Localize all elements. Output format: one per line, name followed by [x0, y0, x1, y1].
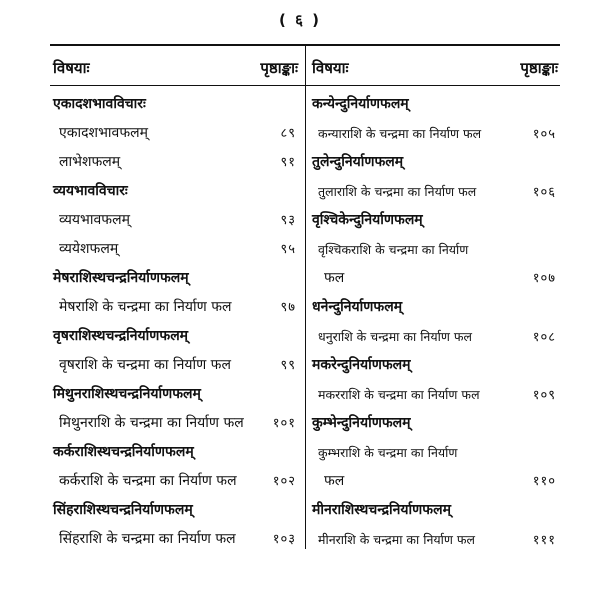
toc-entry — [312, 380, 558, 409]
section-heading — [53, 90, 298, 119]
section-heading — [312, 409, 558, 438]
right-rows — [312, 90, 558, 554]
entry-title: फल — [324, 473, 345, 489]
toc-entry — [312, 264, 558, 293]
entry-title: सिंहराशिस्थचन्द्रनिर्याणफलम् — [53, 502, 193, 518]
entry-page-number: ९९ — [280, 358, 296, 373]
entry-title: वृश्चिकेन्दुनिर्याणफलम् — [312, 212, 423, 228]
right-header — [312, 54, 558, 82]
page-header: पृष्ठाङ्काः — [520, 59, 558, 77]
entry-title: मेषराशिस्थचन्द्रनिर्याणफलम् — [53, 270, 189, 286]
entry-page-number: १०२ — [272, 474, 296, 489]
toc-entry — [53, 206, 298, 235]
toc-entry — [53, 525, 298, 554]
entry-page-number: १०१ — [272, 416, 296, 431]
toc-entry — [53, 409, 298, 438]
left-header — [53, 54, 298, 82]
toc-entry — [312, 177, 558, 206]
entry-title: वृषराशि के चन्द्रमा का निर्याण फल — [59, 357, 231, 373]
entry-title: मेषराशि के चन्द्रमा का निर्याण फल — [59, 299, 232, 315]
column-divider — [305, 44, 306, 549]
toc-entry — [312, 438, 558, 467]
entry-title: कन्येन्दुनिर्याणफलम् — [312, 96, 409, 112]
entry-page-number: ९७ — [280, 300, 296, 315]
toc-entry — [53, 119, 298, 148]
entry-title: सिंहराशि के चन्द्रमा का निर्याण फल — [59, 531, 236, 547]
entry-page-number: ११० — [532, 474, 556, 489]
entry-page-number: १०५ — [532, 127, 556, 142]
section-heading — [53, 322, 298, 351]
entry-title: धनुराशि के चन्द्रमा का निर्याण फल — [318, 329, 472, 344]
section-heading — [53, 264, 298, 293]
entry-title: एकादशभावविचारः — [53, 96, 146, 112]
entry-page-number: १०७ — [532, 271, 556, 286]
entry-title: मकरेन्दुनिर्याणफलम् — [312, 357, 411, 373]
entry-title: कर्कराशि के चन्द्रमा का निर्याण फल — [59, 473, 237, 489]
section-heading — [312, 148, 558, 177]
entry-title: मीनराशि के चन्द्रमा का निर्याण फल — [318, 532, 476, 547]
toc-entry — [53, 293, 298, 322]
entry-page-number: १०३ — [272, 532, 296, 547]
entry-page-number: ९३ — [280, 213, 296, 228]
entry-title: व्ययभावफलम् — [59, 212, 130, 228]
toc-entry — [312, 322, 558, 351]
toc-entry — [53, 235, 298, 264]
section-heading — [312, 496, 558, 525]
toc-entry — [312, 235, 558, 264]
entry-title: वृषराशिस्थचन्द्रनिर्याणफलम् — [53, 328, 189, 344]
entry-title: एकादशभावफलम् — [59, 125, 148, 141]
entry-title: फल — [324, 270, 345, 286]
left-rows — [53, 90, 298, 554]
section-heading — [53, 438, 298, 467]
entry-title: धनेन्दुनिर्याणफलम् — [312, 299, 403, 315]
entry-title: तुलेन्दुनिर्याणफलम् — [312, 154, 404, 170]
page-number: ( ६ ) — [279, 11, 321, 29]
section-heading — [312, 206, 558, 235]
section-heading — [53, 380, 298, 409]
entry-page-number: १०६ — [532, 185, 556, 200]
entry-title: व्ययेशफलम् — [59, 241, 119, 257]
entry-title: कुम्भराशि के चन्द्रमा का निर्याण — [318, 445, 458, 460]
section-heading — [53, 177, 298, 206]
subject-header: विषयाः — [312, 59, 349, 77]
left-column — [53, 54, 298, 554]
section-heading — [312, 293, 558, 322]
entry-title: व्ययभावविचारः — [53, 183, 128, 199]
subject-header: विषयाः — [53, 59, 90, 77]
section-heading — [312, 90, 558, 119]
entry-title: मकरराशि के चन्द्रमा का निर्याण फल — [318, 387, 480, 402]
entry-page-number: १०८ — [532, 330, 556, 345]
entry-page-number: ८९ — [280, 126, 296, 141]
toc-entry — [312, 119, 558, 148]
toc-entry — [53, 148, 298, 177]
entry-title: तुलाराशि के चन्द्रमा का निर्याण फल — [318, 184, 477, 199]
entry-page-number: १०९ — [532, 388, 556, 403]
entry-title: कुम्भेन्दुनिर्याणफलम् — [312, 415, 411, 431]
entry-title: मिथुनराशिस्थचन्द्रनिर्याणफलम् — [53, 386, 201, 402]
entry-title: कर्कराशिस्थचन्द्रनिर्याणफलम् — [53, 444, 194, 460]
entry-page-number: ९१ — [280, 155, 296, 170]
entry-title: लाभेशफलम् — [59, 154, 121, 170]
entry-title: कन्याराशि के चन्द्रमा का निर्याण फल — [318, 126, 482, 141]
entry-page-number: ९५ — [280, 242, 296, 257]
entry-title: मीनराशिस्थचन्द्रनिर्याणफलम् — [312, 502, 451, 518]
entry-page-number: १११ — [532, 533, 556, 548]
entry-title: मिथुनराशि के चन्द्रमा का निर्याण फल — [59, 415, 244, 431]
right-column — [312, 54, 558, 554]
toc-entry — [53, 351, 298, 380]
section-heading — [312, 351, 558, 380]
entry-title: वृश्चिकराशि के चन्द्रमा का निर्याण — [318, 242, 469, 257]
toc-entry — [312, 467, 558, 496]
page-header: पृष्ठाङ्काः — [260, 59, 298, 77]
section-heading — [53, 496, 298, 525]
toc-entry — [53, 467, 298, 496]
toc-entry — [312, 525, 558, 554]
